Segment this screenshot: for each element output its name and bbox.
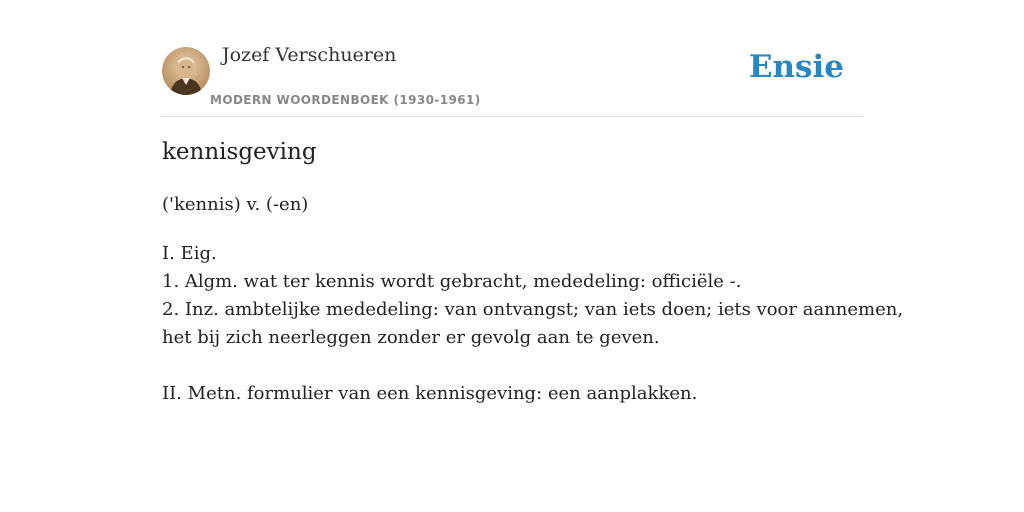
definition-line: I. Eig. bbox=[162, 243, 217, 264]
entry-term: kennisgeving bbox=[162, 139, 317, 165]
author-name[interactable]: Jozef Verschueren bbox=[222, 44, 397, 66]
source-label: MODERN WOORDENBOEK (1930-1961) bbox=[210, 93, 481, 107]
author-portrait-icon bbox=[162, 47, 210, 95]
entry-definition bbox=[162, 240, 904, 408]
definition-line: II. Metn. formulier van een kennisgeving: een aanplakken. bbox=[162, 383, 698, 404]
brand-logo[interactable]: Ensie bbox=[748, 49, 844, 85]
entry-card bbox=[162, 0, 904, 512]
author-avatar[interactable] bbox=[162, 47, 210, 95]
definition-line: het bij zich neerleggen zonder er gevolg aan te geven. bbox=[162, 327, 660, 348]
paragraph-gap bbox=[162, 352, 862, 380]
entry-header bbox=[162, 0, 862, 117]
entry-grammar: ('kennis) v. (-en) bbox=[162, 194, 309, 215]
definition-line: 2. Inz. ambtelijke mededeling: van ontvangst; van iets doen; iets voor aannemen, bbox=[162, 299, 904, 320]
definition-line: 1. Algm. wat ter kennis wordt gebracht, mededeling: officiële -. bbox=[162, 271, 742, 292]
